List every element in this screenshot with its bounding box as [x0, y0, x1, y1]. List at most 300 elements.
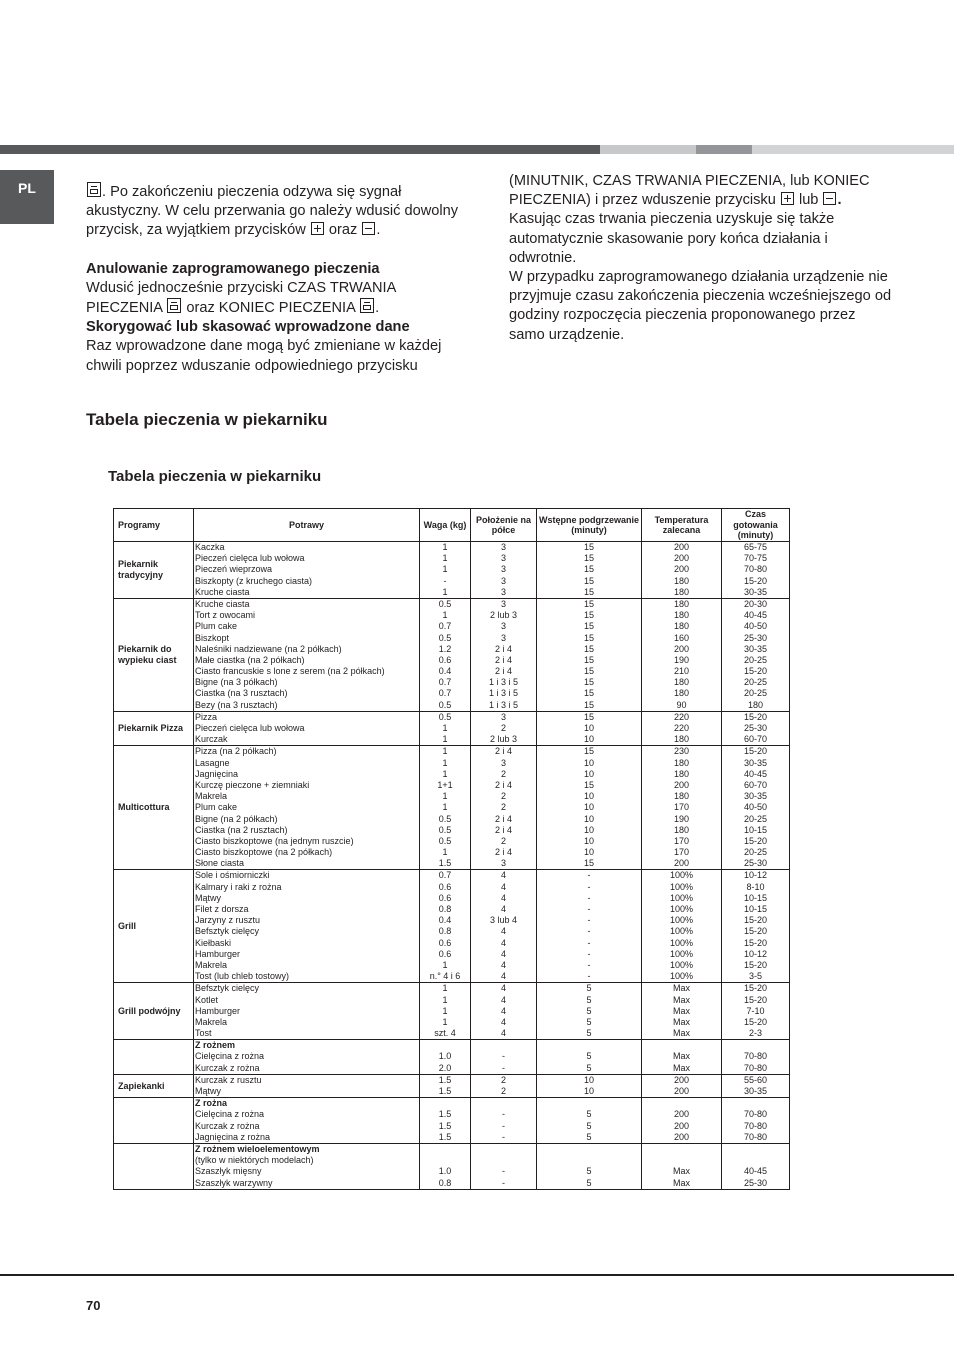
cell-line: 200: [673, 858, 690, 869]
temp-cell: [642, 542, 722, 599]
cook-duration-icon: [167, 298, 181, 313]
cell-line: 40-45: [743, 610, 768, 621]
cell-line: 1: [442, 746, 448, 757]
cell-line: [722, 1040, 789, 1051]
cell-line: 180: [673, 688, 690, 699]
cell-line: 100%: [669, 915, 694, 926]
table-row: [114, 746, 790, 870]
cell-line: Kurczak z rusztu: [195, 1074, 262, 1085]
temp-cell: [642, 1098, 722, 1144]
cell-line: 5: [586, 1028, 592, 1039]
header-bar-mid: [696, 145, 752, 154]
cell-line: 30-35: [743, 757, 768, 768]
dish-cell: [194, 1098, 420, 1144]
cell-line: 40-50: [743, 621, 768, 632]
cell-line: 0.4: [438, 666, 452, 677]
cell-line: 70-80: [743, 1131, 768, 1142]
time-cell: [722, 746, 790, 870]
cell-line: 3: [500, 542, 506, 552]
cook-end-icon: [360, 298, 374, 313]
cell-line: 4: [500, 937, 506, 948]
cell-line: 3: [500, 564, 506, 575]
cell-line: 100%: [669, 948, 694, 959]
cell-line: 2 lub 3: [489, 610, 518, 621]
shelf-cell: [471, 1143, 537, 1189]
header-bar-pale: [752, 145, 954, 154]
cell-line: 3: [500, 711, 506, 722]
cell-line: 15-20: [743, 937, 768, 948]
cell-line: Cielęcina z rożna: [195, 1109, 265, 1120]
cell-line: 5: [586, 1109, 592, 1120]
cell-line: 1: [442, 994, 448, 1005]
cell-line: -: [587, 915, 591, 926]
page-number: 70: [86, 1298, 101, 1313]
cell-line: 200: [673, 542, 690, 552]
cell-line: 10: [583, 802, 594, 813]
cell-line: 40-45: [743, 1166, 768, 1177]
cell-line: 30-35: [743, 791, 768, 802]
cell-line: 230: [673, 746, 690, 757]
cell-line: 1: [442, 791, 448, 802]
cell-line: -: [443, 575, 447, 586]
weight-cell: [420, 598, 471, 711]
weight-cell: [420, 746, 471, 870]
weight-cell: [420, 1143, 471, 1189]
cell-line: [537, 1098, 641, 1109]
program-cell: Piekarnik tradycyjny: [114, 542, 194, 599]
cell-line: 5: [586, 1051, 592, 1062]
table-row: [114, 711, 790, 746]
cell-line: 100%: [669, 904, 694, 914]
table-row: [114, 1143, 790, 1189]
table-row: [114, 542, 790, 599]
cell-line: 15: [583, 610, 594, 621]
cell-line: 200: [673, 643, 690, 654]
cell-line: Ciasto francuskie s lone z serem (na 2 półkach): [195, 666, 385, 677]
cell-line: Tost (lub chleb tostowy): [195, 971, 290, 982]
cell-line: Plum cake: [195, 621, 238, 632]
time-cell: [722, 711, 790, 746]
table-row: [114, 983, 790, 1040]
dish-cell: [194, 983, 420, 1040]
cell-line: 15-20: [743, 994, 768, 1005]
cell-line: 15: [583, 564, 594, 575]
temp-cell: [642, 598, 722, 711]
cell-line: 2 lub 3: [489, 734, 518, 745]
temp-cell: [642, 1074, 722, 1097]
cell-line: 90: [676, 699, 687, 710]
cell-line: 1: [442, 802, 448, 813]
cell-line: 1.5: [438, 858, 452, 869]
header-bar-dark: [0, 145, 600, 154]
cell-line: 0.8: [438, 1177, 452, 1188]
cell-line: 2-3: [748, 1028, 762, 1039]
cell-line: 190: [673, 813, 690, 824]
header-waga: Waga (kg): [420, 509, 471, 542]
cell-line: 10: [583, 791, 594, 802]
cell-line: Kurczak z rożna: [195, 1062, 260, 1073]
cell-line: [471, 1155, 536, 1166]
temp-cell: [642, 746, 722, 870]
cell-line: 60-70: [743, 734, 768, 745]
weight-cell: [420, 983, 471, 1040]
cell-line: -: [587, 959, 591, 970]
weight-cell: [420, 711, 471, 746]
cell-line: 1 i 3 i 5: [488, 688, 519, 699]
cell-line: Małe ciastka (na 2 półkach): [195, 654, 305, 665]
weight-cell: [420, 1098, 471, 1144]
cell-line: 20-25: [743, 654, 768, 665]
cell-line: 100%: [669, 971, 694, 982]
cell-line: Befsztyk cielęcy: [195, 926, 260, 937]
cell-line: 10-15: [743, 904, 768, 914]
cell-line: 30-35: [743, 586, 768, 597]
cell-line: 180: [673, 768, 690, 779]
cell-line: -: [502, 1177, 505, 1188]
cell-line: 15: [583, 746, 594, 757]
cell-line: 10: [583, 734, 594, 745]
cell-line: 180: [673, 598, 690, 609]
time-cell: [722, 1040, 790, 1075]
right-text-column: [509, 172, 894, 345]
cell-line: 5: [586, 1016, 592, 1027]
baking-table: [113, 508, 790, 1190]
cell-line: 1.5: [438, 1131, 452, 1142]
cell-line: 0.5: [438, 699, 452, 710]
cell-line: -: [502, 1109, 505, 1120]
cell-line: 15: [583, 858, 594, 869]
header-bar-light: [600, 145, 696, 154]
cell-line: 10-12: [743, 870, 768, 881]
table-row: [114, 870, 790, 983]
section-title: Tabela pieczenia w piekarniku: [86, 410, 328, 429]
cell-line: 10: [583, 1086, 594, 1096]
dish-cell: [194, 870, 420, 983]
cell-line: [420, 1155, 470, 1166]
cell-line: 7-10: [746, 1005, 765, 1016]
cell-line: 180: [673, 734, 690, 745]
cell-line: Ciastka (na 3 rusztach): [195, 688, 288, 699]
cell-line: 15: [583, 553, 594, 564]
cell-line: 70-80: [743, 1051, 768, 1062]
cell-line: 1: [442, 564, 448, 575]
cell-line: Max: [672, 1177, 690, 1188]
cell-line: [537, 1155, 641, 1166]
dish-cell: [194, 746, 420, 870]
temp-cell: [642, 870, 722, 983]
table-row: [114, 1098, 790, 1144]
cell-line: 2 i 4: [494, 654, 512, 665]
cell-line: 100%: [669, 892, 694, 903]
cell-line: Max: [672, 1016, 690, 1027]
cell-line: Max: [672, 1166, 690, 1177]
plus-button-icon: [311, 222, 324, 235]
cell-line: 15: [583, 711, 594, 722]
cell-line: 0.7: [438, 621, 452, 632]
oven-timer-icon: [87, 182, 101, 197]
cell-line: Mątwy: [195, 1086, 222, 1096]
cell-line: 4: [500, 959, 506, 970]
cell-line: 1: [442, 1005, 448, 1016]
cell-line: 220: [673, 723, 690, 733]
cell-line: 15: [583, 699, 594, 710]
cell-line: 3: [500, 598, 506, 609]
cell-line: 3: [500, 553, 506, 564]
cell-line: 1: [442, 1016, 448, 1027]
cell-line: 30-35: [743, 643, 768, 654]
cell-line: Tort z owocami: [195, 610, 256, 621]
cell-line: Z rożna: [195, 1098, 228, 1109]
table-header-row: [114, 509, 790, 542]
cell-line: 100%: [669, 870, 694, 881]
cell-line: 3 lub 4: [489, 915, 518, 926]
cell-line: Max: [672, 1062, 690, 1073]
cell-line: 20-25: [743, 688, 768, 699]
cell-line: 3: [500, 575, 506, 586]
cell-line: 40-45: [743, 768, 768, 779]
time-cell: [722, 870, 790, 983]
cell-line: 1.5: [438, 1074, 452, 1085]
cell-line: 4: [500, 1005, 506, 1016]
cell-line: 4: [500, 881, 506, 892]
cell-line: 70-80: [743, 1062, 768, 1073]
cell-line: 3: [500, 586, 506, 597]
cell-line: Befsztyk cielęcy: [195, 983, 260, 994]
time-cell: [722, 598, 790, 711]
cell-line: 170: [673, 835, 690, 846]
cell-line: [642, 1040, 721, 1051]
cell-line: Pieczeń cielęca lub wołowa: [195, 553, 305, 564]
shelf-cell: [471, 983, 537, 1040]
cell-line: 10-15: [743, 892, 768, 903]
cell-line: Kruche ciasta: [195, 598, 250, 609]
cell-line: Ciasto biszkoptowe (na jednym ruszcie): [195, 835, 354, 846]
cell-line: 10: [583, 813, 594, 824]
cell-line: 25-30: [743, 1177, 768, 1188]
dish-cell: [194, 1074, 420, 1097]
cell-line: 100%: [669, 926, 694, 937]
cell-line: Bezy (na 3 rusztach): [195, 699, 278, 710]
cell-line: 3: [500, 858, 506, 869]
cell-line: Kruche ciasta: [195, 586, 250, 597]
cell-line: Kiełbaski: [195, 937, 232, 948]
preheat-cell: [537, 1040, 642, 1075]
cell-line: 15-20: [743, 575, 768, 586]
cell-line: 4: [500, 994, 506, 1005]
cell-line: 4: [500, 1028, 506, 1039]
cell-line: 180: [673, 586, 690, 597]
cell-line: 4: [500, 870, 506, 881]
cell-line: 220: [673, 711, 690, 722]
cell-line: Mątwy: [195, 892, 222, 903]
cell-line: 5: [586, 1005, 592, 1016]
shelf-cell: [471, 1040, 537, 1075]
cell-line: [722, 1155, 789, 1166]
cell-line: Kurczak: [195, 734, 228, 745]
cell-line: 55-60: [743, 1074, 768, 1085]
cell-line: Hamburger: [195, 948, 241, 959]
cell-line: [420, 1144, 470, 1155]
dish-cell: [194, 711, 420, 746]
weight-cell: [420, 1074, 471, 1097]
cell-line: 1: [442, 757, 448, 768]
cell-line: (tylko w niektórych modelach): [195, 1155, 314, 1166]
cell-line: 200: [673, 1086, 690, 1096]
cell-line: 1: [442, 768, 448, 779]
cell-line: Makrela: [195, 959, 228, 970]
cell-line: 10: [583, 723, 594, 733]
cell-line: -: [587, 937, 591, 948]
table-title: Tabela pieczenia w piekarniku: [108, 468, 322, 485]
cell-line: 1+1: [437, 779, 453, 790]
temp-cell: [642, 1143, 722, 1189]
cell-line: Max: [672, 994, 690, 1005]
cell-line: Sole i ośmiorniczki: [195, 870, 270, 881]
cell-line: 15: [583, 688, 594, 699]
reset-paragraph: Kasując czas trwania pieczenia uzyskuje się także automatycznie skasowanie pory końca działania i odwrotnie.: [509, 211, 835, 266]
cell-line: 10-12: [743, 948, 768, 959]
header-programy: Programy: [114, 509, 194, 542]
cell-line: Makrela: [195, 1016, 228, 1027]
cell-line: 2: [500, 723, 506, 733]
cell-line: 15-20: [743, 915, 768, 926]
shelf-cell: [471, 598, 537, 711]
preheat-cell: [537, 746, 642, 870]
shelf-cell: [471, 1074, 537, 1097]
cell-line: -: [502, 1120, 505, 1131]
program-cell: Multicottura: [114, 746, 194, 870]
cell-line: 1.5: [438, 1120, 452, 1131]
cell-line: Pizza (na 2 półkach): [195, 746, 277, 757]
correct-paragraph: Raz wprowadzone dane mogą być zmieniane w każdej chwili poprzez wduszanie odpowiedniego przycisku: [86, 338, 442, 374]
cell-line: 1.0: [438, 1051, 452, 1062]
cell-line: 15: [583, 542, 594, 552]
cell-line: Z rożnem wieloelementowym: [195, 1143, 320, 1154]
cell-line: Pizza: [195, 711, 218, 722]
table-row: [114, 1040, 790, 1075]
cell-line: 200: [673, 1131, 690, 1142]
cell-line: 15: [583, 779, 594, 790]
header-polozenie: Położenie na półce: [471, 509, 537, 542]
time-cell: [722, 1074, 790, 1097]
cell-line: 2 i 4: [494, 824, 512, 835]
cell-line: Max: [672, 1005, 690, 1016]
cell-line: 2 i 4: [494, 643, 512, 654]
cell-line: szt. 4: [434, 1028, 456, 1039]
cell-line: [642, 1144, 721, 1155]
cell-line: 70-75: [743, 553, 768, 564]
cell-line: 15: [583, 643, 594, 654]
preheat-cell: [537, 542, 642, 599]
cell-line: 8-10: [746, 881, 765, 892]
cell-line: -: [502, 1051, 505, 1062]
header-potrawy: Potrawy: [194, 509, 420, 542]
cell-line: Bigne (na 3 półkach): [195, 677, 278, 688]
program-cell: Grill podwójny: [114, 983, 194, 1040]
buttons-paragraph: (MINUTNIK, CZAS TRWANIA PIECZENIA, lub KONIEC PIECZENIA) i przez wduszenie przycisku lub .: [509, 173, 870, 209]
cell-line: 10: [583, 768, 594, 779]
cell-line: 0.7: [438, 677, 452, 688]
left-text-column: [86, 182, 466, 376]
program-cell: [114, 1098, 194, 1144]
minus-button-icon: [823, 192, 836, 205]
cell-line: 5: [586, 1166, 592, 1177]
cell-line: 3: [500, 757, 506, 768]
cell-line: Jagnięcina z rożna: [195, 1131, 271, 1142]
cell-line: 2: [500, 791, 506, 802]
cell-line: 5: [586, 1120, 592, 1131]
cell-line: 4: [500, 926, 506, 937]
cell-line: [420, 1098, 470, 1109]
cell-line: 20-25: [743, 813, 768, 824]
dish-cell: [194, 1040, 420, 1075]
cell-line: -: [587, 948, 591, 959]
cell-line: 0.6: [438, 948, 452, 959]
cell-line: 10: [583, 824, 594, 835]
table-row: [114, 598, 790, 711]
cell-line: 10: [583, 1074, 594, 1085]
weight-cell: [420, 542, 471, 599]
cell-line: 4: [500, 983, 506, 994]
cell-line: -: [587, 904, 591, 914]
cell-line: 1: [442, 723, 448, 733]
preheat-cell: [537, 598, 642, 711]
cell-line: 5: [586, 994, 592, 1005]
preheat-cell: [537, 1143, 642, 1189]
time-cell: [722, 983, 790, 1040]
cell-line: Lasagne: [195, 757, 230, 768]
cell-line: 2: [500, 768, 506, 779]
cell-line: 3: [500, 621, 506, 632]
minus-button-icon: [362, 222, 375, 235]
cell-line: 15-20: [743, 746, 768, 757]
cell-line: -: [587, 881, 591, 892]
cell-line: 190: [673, 654, 690, 665]
cell-line: 0.6: [438, 654, 452, 665]
cell-line: 25-30: [743, 723, 768, 733]
cell-line: 180: [747, 699, 764, 710]
weight-cell: [420, 870, 471, 983]
cell-line: [537, 1144, 641, 1155]
time-cell: [722, 1143, 790, 1189]
cell-line: 0.6: [438, 937, 452, 948]
cell-line: 1: [442, 959, 448, 970]
table-row: [114, 1074, 790, 1097]
cell-line: Kaczka: [195, 542, 225, 552]
cell-line: Jagnięcina: [195, 768, 239, 779]
cell-line: 20-25: [743, 677, 768, 688]
preheat-cell: [537, 983, 642, 1040]
preheat-cell: [537, 870, 642, 983]
cell-line: 25-30: [743, 858, 768, 869]
temp-cell: [642, 1040, 722, 1075]
cell-line: 200: [673, 779, 690, 790]
cell-line: 180: [673, 677, 690, 688]
cell-line: 200: [673, 564, 690, 575]
cell-line: Plum cake: [195, 802, 238, 813]
cell-line: 160: [673, 632, 690, 643]
cell-line: 1: [442, 542, 448, 552]
cell-line: Kurczę pieczone + ziemniaki: [195, 779, 310, 790]
cell-line: [722, 1144, 789, 1155]
cell-line: Pieczeń wieprzowa: [195, 564, 273, 575]
cell-line: 200: [673, 1120, 690, 1131]
cell-line: 1: [442, 983, 448, 994]
cell-line: 15: [583, 666, 594, 677]
cell-line: 0.5: [438, 813, 452, 824]
cell-line: [471, 1040, 536, 1051]
temp-cell: [642, 711, 722, 746]
